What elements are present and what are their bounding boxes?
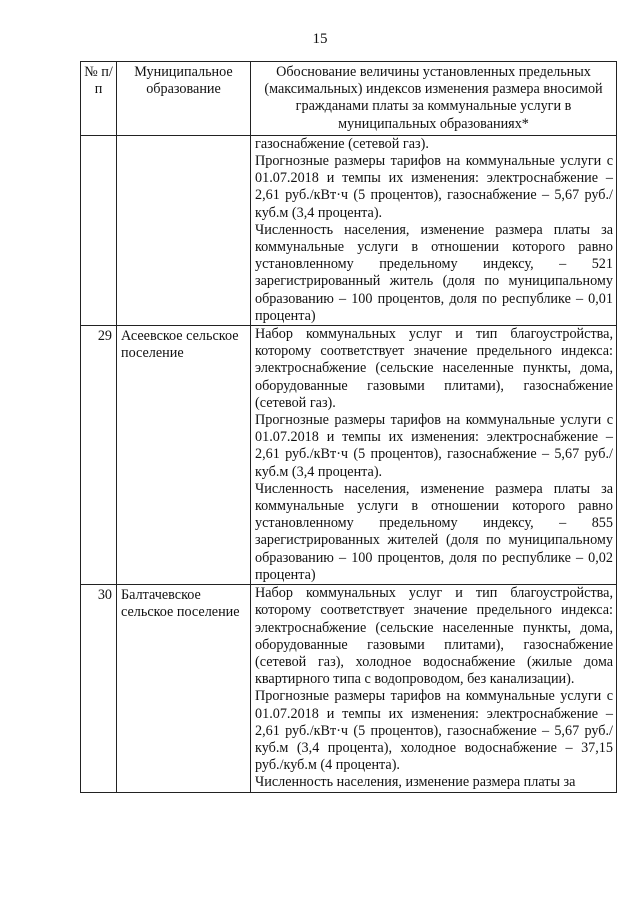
- row-municipality: Асеевское сельское поселение: [117, 326, 251, 585]
- row-justification: [251, 585, 617, 792]
- justification-table: [80, 61, 617, 793]
- justification-paragraph: Прогнозные размеры тарифов на коммунальные услуги с 01.07.2018 и темпы их изменения: электроснабжение – 2,61 руб./кВт·ч (5 процентов), газоснабжение – 5,67 руб./куб.м (3,4 процента).: [255, 412, 613, 480]
- justification-paragraph: Набор коммунальных услуг и тип благоустройства, которому соответствует значение предельного индекса: электроснабжение (сельские населенные пункты, дома, оборудованные газовыми плитами), газоснабжение (сетевой газ), холодное водоснабжение (жилые дома квартирного типа с водопроводом, без канализации).: [255, 585, 613, 688]
- justification-paragraph: Численность населения, изменение размера платы за коммунальные услуги в отношении которого равно установленному предельному индексу, – 521 зарегистрированный житель (доля по муниципальному образованию – 100 процентов, доля по республике – 0,01 процента): [255, 221, 613, 324]
- header-justification: Обоснование величины установленных предельных (максимальных) индексов изменения размера вносимой гражданами платы за коммунальные услуги в муниципальных образованиях*: [251, 62, 617, 136]
- table-header-row: [81, 62, 617, 136]
- justification-paragraph: Прогнозные размеры тарифов на коммунальные услуги с 01.07.2018 и темпы их изменения: электроснабжение – 2,61 руб./кВт·ч (5 процентов), газоснабжение – 5,67 руб./куб.м (3,4 процента), холодное водоснабжение – 37,15 руб./куб.м (4 процента).: [255, 688, 613, 774]
- header-municipality: Муниципальное образование: [117, 62, 251, 136]
- row-number: 29: [81, 326, 117, 585]
- table-row: [81, 326, 617, 585]
- justification-paragraph: Численность населения, изменение размера платы за коммунальные услуги в отношении которого равно установленному предельному индексу, – 855 зарегистрированных жителей (доля по муниципальному образованию – 100 процентов, доля по республике – 0,02 процента): [255, 480, 613, 583]
- page-number: 15: [312, 31, 328, 47]
- table-row: [81, 585, 617, 792]
- row-municipality: [117, 135, 251, 325]
- row-municipality: Балтачевское сельское поселение: [117, 585, 251, 792]
- row-justification: [251, 135, 617, 325]
- row-justification: [251, 326, 617, 585]
- justification-paragraph: газоснабжение (сетевой газ).: [255, 135, 429, 152]
- justification-paragraph: Численность населения, изменение размера платы за: [255, 774, 576, 791]
- row-number: [81, 135, 117, 325]
- header-number: № п/п: [81, 62, 117, 136]
- row-number: 30: [81, 585, 117, 792]
- justification-paragraph: Набор коммунальных услуг и тип благоустройства, которому соответствует значение предельного индекса: электроснабжение (сельские населенные пункты, дома, оборудованные газовыми плитами), газоснабжение (сетевой газ).: [255, 326, 613, 411]
- justification-paragraph: Прогнозные размеры тарифов на коммунальные услуги с 01.07.2018 и темпы их изменения: электроснабжение – 2,61 руб./кВт·ч (5 процентов), газоснабжение – 5,67 руб./куб.м (3,4 процента).: [255, 153, 613, 221]
- table-row: [81, 135, 617, 325]
